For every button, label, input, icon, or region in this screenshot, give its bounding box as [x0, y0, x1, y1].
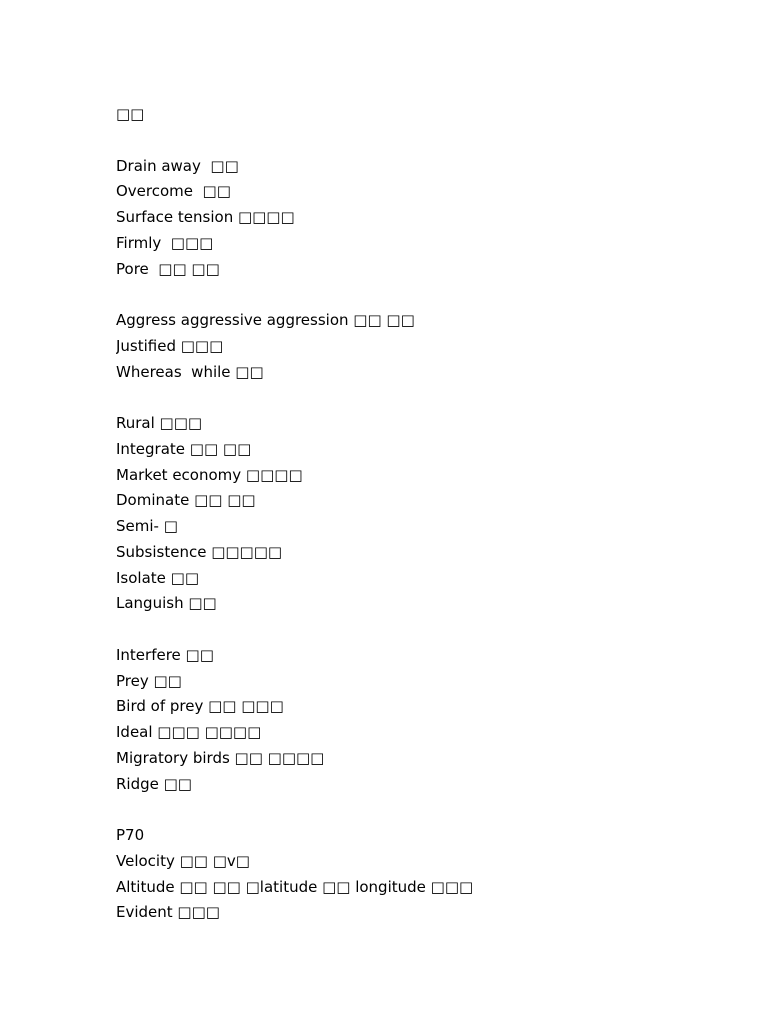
vocab-line: Ideal □□□ □□□□: [116, 723, 262, 741]
vocab-line: Dominate □□ □□: [116, 491, 256, 510]
vocab-line: Drain away □□: [116, 156, 239, 175]
vocab-line: Rural □□□: [116, 414, 203, 432]
vocab-group-4: [116, 643, 716, 798]
page-reference: P70: [116, 826, 145, 844]
document-body: [116, 102, 716, 926]
vocab-line: Pore □□ □□: [116, 259, 220, 278]
blank-line: [116, 282, 716, 308]
vocab-line: Surface tension □□□□: [116, 208, 295, 226]
vocab-group-5: [116, 823, 716, 926]
vocab-line: Ridge □□: [116, 774, 192, 793]
vocab-line: Prey □□: [116, 671, 182, 690]
blank-line: [116, 617, 716, 643]
vocab-line: Bird of prey □□ □□□: [116, 697, 284, 716]
blank-line: [116, 128, 716, 154]
vocab-line: Isolate □□: [116, 568, 199, 587]
vocab-line: Overcome □□: [116, 182, 231, 201]
vocab-group-3: [116, 411, 716, 617]
vocab-line: Migratory birds □□ □□□□: [116, 748, 325, 767]
vocab-line: Interfere □□: [116, 645, 214, 664]
vocab-line: Justified □□□: [116, 336, 224, 355]
vocab-line: Aggress aggressive aggression □□ □□: [116, 311, 415, 329]
vocab-line: Velocity □□ □v□: [116, 851, 250, 870]
vocab-line: Firmly □□□: [116, 233, 214, 252]
vocab-line: Evident □□□: [116, 903, 220, 922]
vocab-group-2: [116, 308, 716, 385]
vocab-line: Whereas while □□: [116, 362, 264, 381]
vocab-line: Languish □□: [116, 594, 217, 613]
vocab-line: Market economy □□□□: [116, 465, 303, 484]
vocab-line: Subsistence □□□□□: [116, 542, 283, 561]
vocab-group-1: [116, 154, 716, 283]
document-heading: □□: [116, 105, 145, 123]
vocab-line: Integrate □□ □□: [116, 439, 252, 458]
vocab-line: Altitude □□ □□ □latitude □□ longitude □□□: [116, 877, 474, 896]
vocab-line: Semi- □: [116, 517, 178, 535]
blank-line: [116, 385, 716, 411]
blank-line: [116, 797, 716, 823]
